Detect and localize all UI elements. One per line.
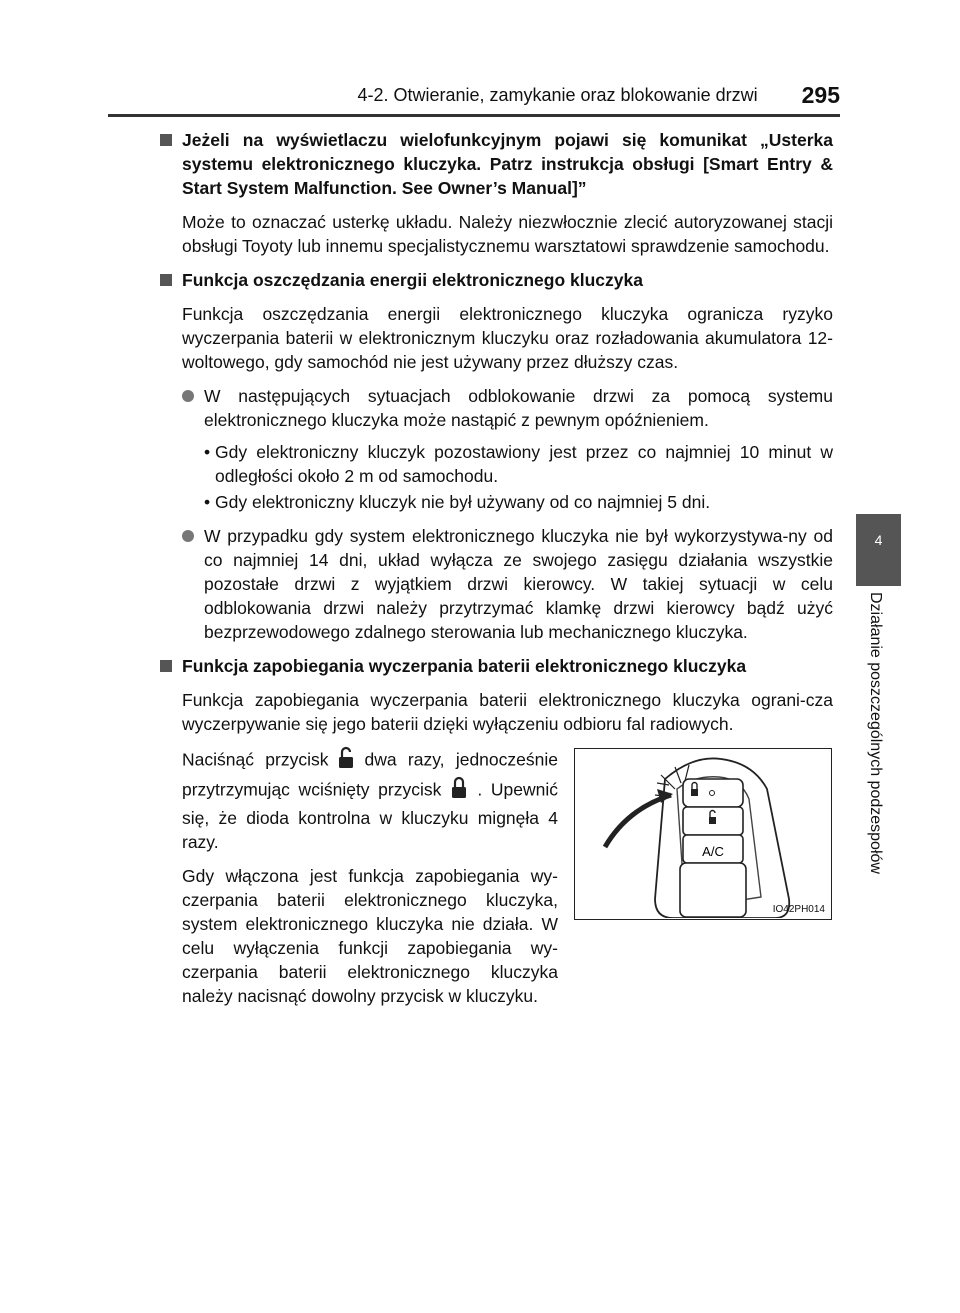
key-figure <box>574 748 832 920</box>
section-heading: Funkcja zapobiegania wyczerpania baterii elektronicznego kluczyka <box>160 654 833 678</box>
square-bullet-icon <box>160 274 172 286</box>
circle-bullet-icon <box>182 530 194 542</box>
chapter-number: 4 <box>874 532 883 548</box>
section-title: 4-2. Otwieranie, zamykanie oraz blokowanie drzwi <box>357 84 758 105</box>
section-heading: Funkcja oszczędzania energii elektronicznego kluczyka <box>160 268 833 292</box>
paragraph: Może to oznaczać usterkę układu. Należy niezwłocznie zlecić autoryzowanej stacji obsługi Toyoty lub innemu specjalistycznemu warsztatowi sprawdzenie samochodu. <box>182 212 833 256</box>
sub-item: • Gdy elektroniczny kluczyk pozostawiony jest przez co najmniej 10 minut w odległości około 2 m od samochodu. <box>204 442 833 486</box>
square-bullet-icon <box>160 134 172 146</box>
instruction-block <box>182 746 833 1018</box>
circle-bullet-icon <box>182 390 194 402</box>
paragraph: Funkcja oszczędzania energii elektronicznego kluczyka ogranicza ryzyko wyczerpania baterii w elektronicznym kluczyku oraz rozładowania akumulatora 12-woltowego, gdy samochód nie jest używany przez dłuższy czas. <box>182 304 833 372</box>
instruction-paragraph: Naciśnąć przycisk dwa razy, jednocześnie przytrzymując wciśnięty przycisk . Upewnić się, że dioda kontrolna w kluczyku mignęła 4 razy. <box>182 746 558 854</box>
smart-key-illustration <box>575 749 830 918</box>
paragraph: Funkcja zapobiegania wyczerpania baterii elektronicznego kluczyka ograni-cza wyczerpywanie się jego baterii dzięki wyłączeniu odbioru fal radiowych. <box>182 690 833 734</box>
sub-item: • Gdy elektroniczny kluczyk nie był używany od co najmniej 5 dni. <box>204 492 711 512</box>
square-bullet-icon <box>160 660 172 672</box>
ac-button-label: A/C <box>702 844 724 859</box>
page-content <box>160 128 833 1018</box>
lock-icon <box>451 776 467 806</box>
bullet-item: W przypadku gdy system elektronicznego kluczyka nie był wykorzystywa-ny od co najmniej 14 dni, układ wyłącza ze swojego zasięgu działania wszystkie pozostałe drzwi z wyjątkiem drzwi kierowcy. W takiej sytuacji w celu odblokowania drzwi należy przytrzymać klamkę drzwi kierowcy bądź użyć bezprzewodowego zdalnego sterowania lub mechanicznego kluczyka. <box>182 524 833 644</box>
page-header <box>170 80 840 110</box>
figure-code: IO42PH014 <box>772 904 825 915</box>
bullet-item: W następujących sytuacjach odblokowanie drzwi za pomocą systemu elektronicznego kluczyka może nastąpić z pewnym opóźnieniem. <box>182 384 833 432</box>
unlock-icon <box>338 746 354 776</box>
page-number: 295 <box>801 81 840 108</box>
chapter-tab[interactable] <box>856 514 901 586</box>
paragraph: Gdy włączona jest funkcja zapobiegania wy-czerpania baterii elektronicznego kluczyka, system elektronicznego kluczyka nie działa. W celu wyłączenia funkcji zapobiegania wy-czerpania baterii elektronicznego kluczyka należy nacisnąć dowolny przycisk w kluczyku. <box>182 866 558 1006</box>
header-rule <box>108 114 840 117</box>
chapter-title: Działanie poszczególnych podzespołów <box>867 592 884 874</box>
section-heading: Jeżeli na wyświetlaczu wielofunkcyjnym pojawi się komunikat „Usterka systemu elektronicznego kluczyka. Patrz instrukcja obsługi [Smart Entry & Start System Malfunction. See Owner’s Manual]” <box>160 128 833 200</box>
